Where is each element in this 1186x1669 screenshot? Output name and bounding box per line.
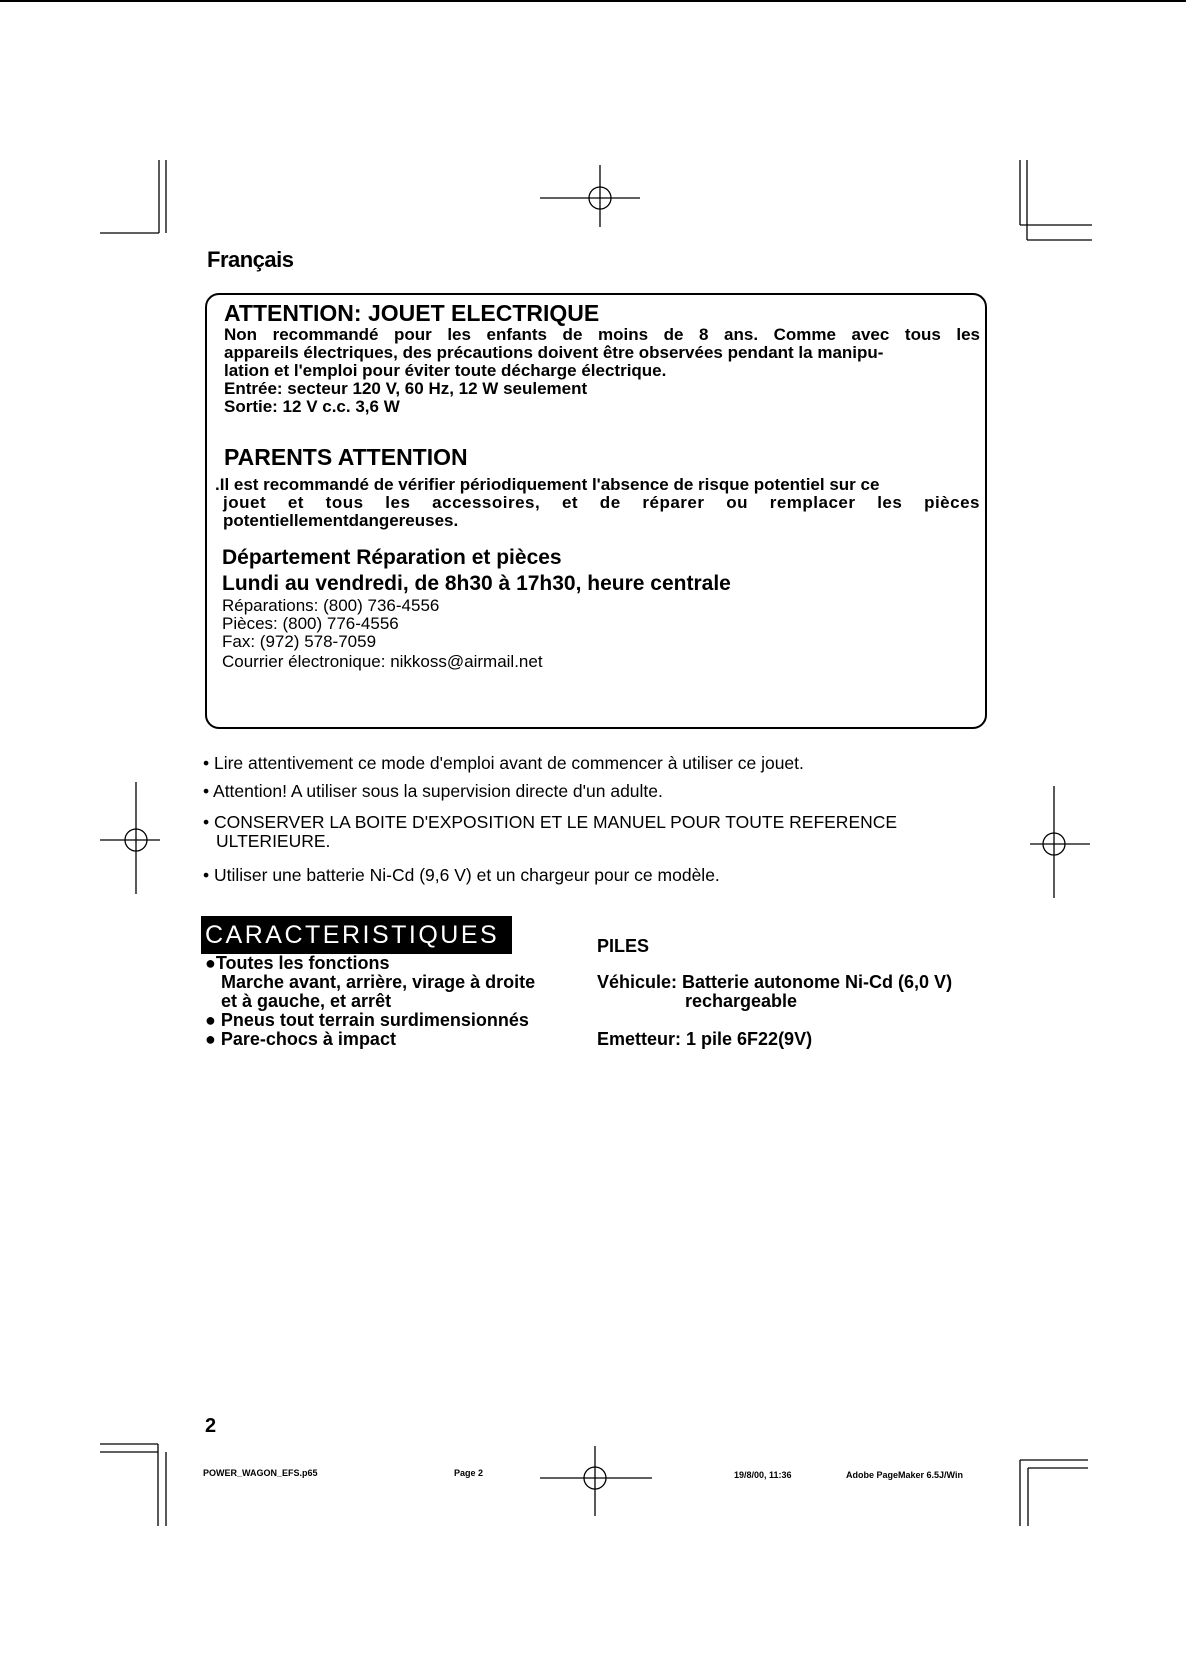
list-item: Marche avant, arrière, virage à droite [221, 972, 536, 992]
footer-file-name: POWER_WAGON_EFS.p65 [203, 1468, 318, 1478]
footer-application: Adobe PageMaker 6.5J/Win [846, 1470, 963, 1480]
crop-mark-bottom-right [1012, 1446, 1092, 1526]
crop-mark-top-left [100, 160, 180, 240]
batteries-section [597, 937, 1017, 1049]
parents-title: PARENTS ATTENTION [224, 444, 468, 470]
registration-mark-bottom [540, 1446, 660, 1516]
footer-date: 19/8/00, 11:36 [734, 1470, 792, 1480]
footer-page: Page 2 [454, 1468, 484, 1478]
registration-mark-top [540, 165, 660, 227]
warning-section [224, 300, 980, 416]
page-number: 2 [205, 1415, 217, 1437]
page-top-border [0, 0, 1186, 2]
input-spec: Entrée: secteur 120 V, 60 Hz, 12 W seulement [224, 379, 588, 398]
crop-mark-top-right [1012, 160, 1092, 245]
warning-text-line: Non recommandé pour les enfants de moins de 8 ans. Comme avec tous les [224, 325, 980, 344]
service-section [222, 545, 982, 671]
vehicle-battery: Véhicule: Batterie autonome Ni-Cd (6,0 V) [597, 972, 953, 992]
registration-mark-left [100, 782, 160, 894]
list-item: ●Toutes les fonctions [205, 953, 390, 973]
features-list [205, 954, 585, 1049]
warning-text-line: appareils électriques, des précautions doivent être observées pendant la manipu- [224, 343, 884, 362]
parents-section [215, 444, 980, 530]
list-item: • Attention! A utiliser sous la supervision directe d'un adulte. [203, 781, 663, 801]
transmitter-battery: Emetteur: 1 pile 6F22(9V) [597, 1029, 813, 1049]
list-item: et à gauche, et arrêt [221, 991, 392, 1011]
list-item: ULTERIEURE. [216, 831, 331, 851]
warning-text-line: lation et l'emploi pour éviter toute décharge électrique. [224, 361, 667, 380]
service-hours: Lundi au vendredi, de 8h30 à 17h30, heure centrale [222, 572, 731, 595]
parents-text-line: potentiellementdangereuses. [223, 511, 459, 530]
warning-title: ATTENTION: JOUET ELECTRIQUE [224, 300, 600, 326]
list-item: • CONSERVER LA BOITE D'EXPOSITION ET LE MANUEL POUR TOUTE REFERENCE [203, 812, 898, 832]
repairs-phone: Réparations: (800) 736-4556 [222, 596, 440, 615]
email-address: Courrier électronique: nikkoss@airmail.net [222, 652, 543, 671]
language-heading: Français [207, 247, 294, 272]
registration-mark-right [1030, 786, 1090, 898]
list-item: • Utiliser une batterie Ni-Cd (9,6 V) et un chargeur pour ce modèle. [203, 865, 720, 885]
list-item: ● Pare-chocs à impact [205, 1029, 396, 1049]
parents-text-line: jouet et tous les accessoires, et de réparer ou remplacer les pièces [223, 493, 980, 512]
fax-number: Fax: (972) 578-7059 [222, 632, 377, 651]
crop-mark-bottom-left [100, 1436, 180, 1526]
service-title: Département Réparation et pièces [222, 546, 562, 569]
batteries-title: PILES [597, 936, 650, 956]
parents-text-line: .Il est recommandé de vérifier périodiquement l'absence de risque potentiel sur ce [215, 475, 880, 494]
vehicle-battery: rechargeable [685, 991, 798, 1011]
instructions-list [203, 754, 993, 885]
list-item: ● Pneus tout terrain surdimensionnés [205, 1010, 529, 1030]
parts-phone: Pièces: (800) 776-4556 [222, 614, 399, 633]
list-item: • Lire attentivement ce mode d'emploi avant de commencer à utiliser ce jouet. [203, 753, 804, 773]
features-title: CARACTERISTIQUES [201, 916, 512, 954]
output-spec: Sortie: 12 V c.c. 3,6 W [224, 397, 400, 416]
